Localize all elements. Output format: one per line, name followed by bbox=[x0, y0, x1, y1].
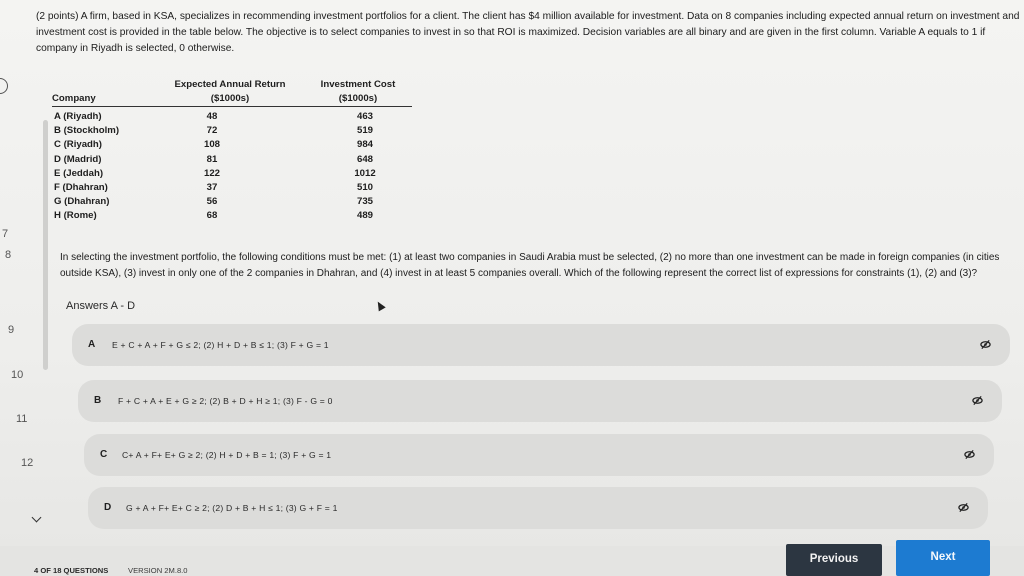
previous-button[interactable]: Previous bbox=[786, 544, 882, 576]
column-header-company: Company bbox=[52, 78, 156, 107]
table-row bbox=[52, 167, 412, 181]
company-cell: A (Riyadh) bbox=[54, 111, 102, 122]
column-header-return: Expected Annual Return ($1000s) bbox=[156, 78, 304, 107]
mouse-cursor-icon bbox=[374, 300, 385, 312]
answer-option-d[interactable] bbox=[88, 487, 988, 529]
option-text: G + A + F+ E+ C ≥ 2; (2) D + B + H ≤ 1; (3) G + F = 1 bbox=[126, 503, 338, 513]
option-letter: A bbox=[88, 339, 96, 350]
question-number-8[interactable]: 8 bbox=[5, 249, 12, 261]
company-data-table bbox=[52, 78, 412, 224]
return-cell: 37 bbox=[206, 182, 218, 194]
cost-cell: 519 bbox=[356, 125, 373, 137]
version-label: VERSION 2M.8.0 bbox=[128, 566, 188, 575]
table-row bbox=[52, 153, 412, 167]
company-cell: C (Riyadh) bbox=[54, 139, 102, 151]
answer-option-b[interactable] bbox=[78, 380, 1002, 422]
cost-cell: 735 bbox=[356, 196, 373, 208]
option-letter: C bbox=[100, 449, 108, 460]
question-number-7[interactable]: 7 bbox=[2, 228, 9, 240]
table-row bbox=[52, 181, 412, 195]
return-cell: 108 bbox=[203, 139, 220, 151]
answer-option-a[interactable] bbox=[72, 324, 1010, 366]
option-text: C+ A + F+ E+ G ≥ 2; (2) H + D + B = 1; (3) F + G = 1 bbox=[122, 450, 332, 460]
option-letter: B bbox=[94, 395, 102, 406]
company-cell: G (Dhahran) bbox=[54, 196, 110, 208]
eye-slash-icon[interactable] bbox=[980, 339, 991, 350]
company-cell: D (Madrid) bbox=[54, 153, 102, 165]
question-number-9[interactable]: 9 bbox=[8, 324, 15, 336]
next-button[interactable]: Next bbox=[896, 540, 990, 576]
column-header-cost: Investment Cost ($1000s) bbox=[304, 78, 412, 107]
table-row bbox=[52, 107, 412, 125]
return-cell: 48 bbox=[206, 111, 218, 122]
answers-label: Answers A - D bbox=[66, 300, 136, 312]
conditions-text: In selecting the investment portfolio, the following conditions must be met: (1) at least two companies in Saudi Arabia must be selected, (2) no more than one investment can be made in foreign companies (in cities outside KSA), (3) invest in only one of the 2 companies in Dhahran, and (4) invest in at least 5 companies overall. Which of the following represent the correct list of expressions for constraints (1), (2) and (3)? bbox=[60, 252, 1000, 279]
table-header-row bbox=[52, 78, 412, 107]
question-number-10[interactable]: 10 bbox=[11, 369, 24, 381]
table-row bbox=[52, 138, 412, 152]
cost-cell: 463 bbox=[356, 111, 373, 122]
return-cell: 81 bbox=[206, 153, 218, 165]
option-text: F + C + A + E + G ≥ 2; (2) B + D + H ≥ 1; (3) F - G = 0 bbox=[118, 396, 333, 406]
return-cell: 56 bbox=[206, 196, 218, 208]
company-cell: E (Jeddah) bbox=[54, 167, 104, 179]
cost-cell: 984 bbox=[356, 139, 373, 151]
chevron-down-icon[interactable] bbox=[32, 513, 42, 523]
question-number-12[interactable]: 12 bbox=[21, 457, 34, 469]
eye-slash-icon[interactable] bbox=[964, 449, 975, 460]
question-progress: 4 OF 18 QUESTIONS bbox=[34, 566, 109, 575]
cost-cell: 510 bbox=[356, 182, 373, 194]
company-cell: H (Rome) bbox=[54, 210, 97, 222]
question-nav-rail[interactable] bbox=[43, 120, 48, 370]
left-edge-control[interactable] bbox=[0, 78, 8, 94]
cost-cell: 489 bbox=[356, 210, 373, 222]
answer-option-c[interactable] bbox=[84, 434, 994, 476]
eye-slash-icon[interactable] bbox=[958, 502, 969, 513]
table-row bbox=[52, 209, 412, 223]
return-cell: 72 bbox=[206, 125, 218, 137]
question-number-11[interactable]: 11 bbox=[16, 413, 28, 425]
cost-cell: 648 bbox=[356, 153, 373, 165]
company-cell: F (Dhahran) bbox=[54, 182, 108, 194]
question-text: (2 points) A firm, based in KSA, specializes in recommending investment portfolios for a client. The client has $4 million available for investment. Data on 8 companies including expected annual return on investment and investment cost is provided in the table below. The objective is to select companies to invest in so that ROI is maximized. Decision variables are all binary and are given in the first column. Variable A equals to 1 if company in Riyadh is selected, 0 otherwise. bbox=[36, 11, 1020, 54]
table-row bbox=[52, 124, 412, 138]
table-row bbox=[52, 195, 412, 209]
option-letter: D bbox=[104, 502, 112, 513]
option-text: E + C + A + F + G ≤ 2; (2) H + D + B ≤ 1; (3) F + G = 1 bbox=[112, 340, 329, 350]
return-cell: 68 bbox=[206, 210, 218, 222]
cost-cell: 1012 bbox=[354, 167, 376, 179]
return-cell: 122 bbox=[203, 167, 220, 179]
eye-slash-icon[interactable] bbox=[972, 395, 983, 406]
company-cell: B (Stockholm) bbox=[54, 125, 120, 137]
